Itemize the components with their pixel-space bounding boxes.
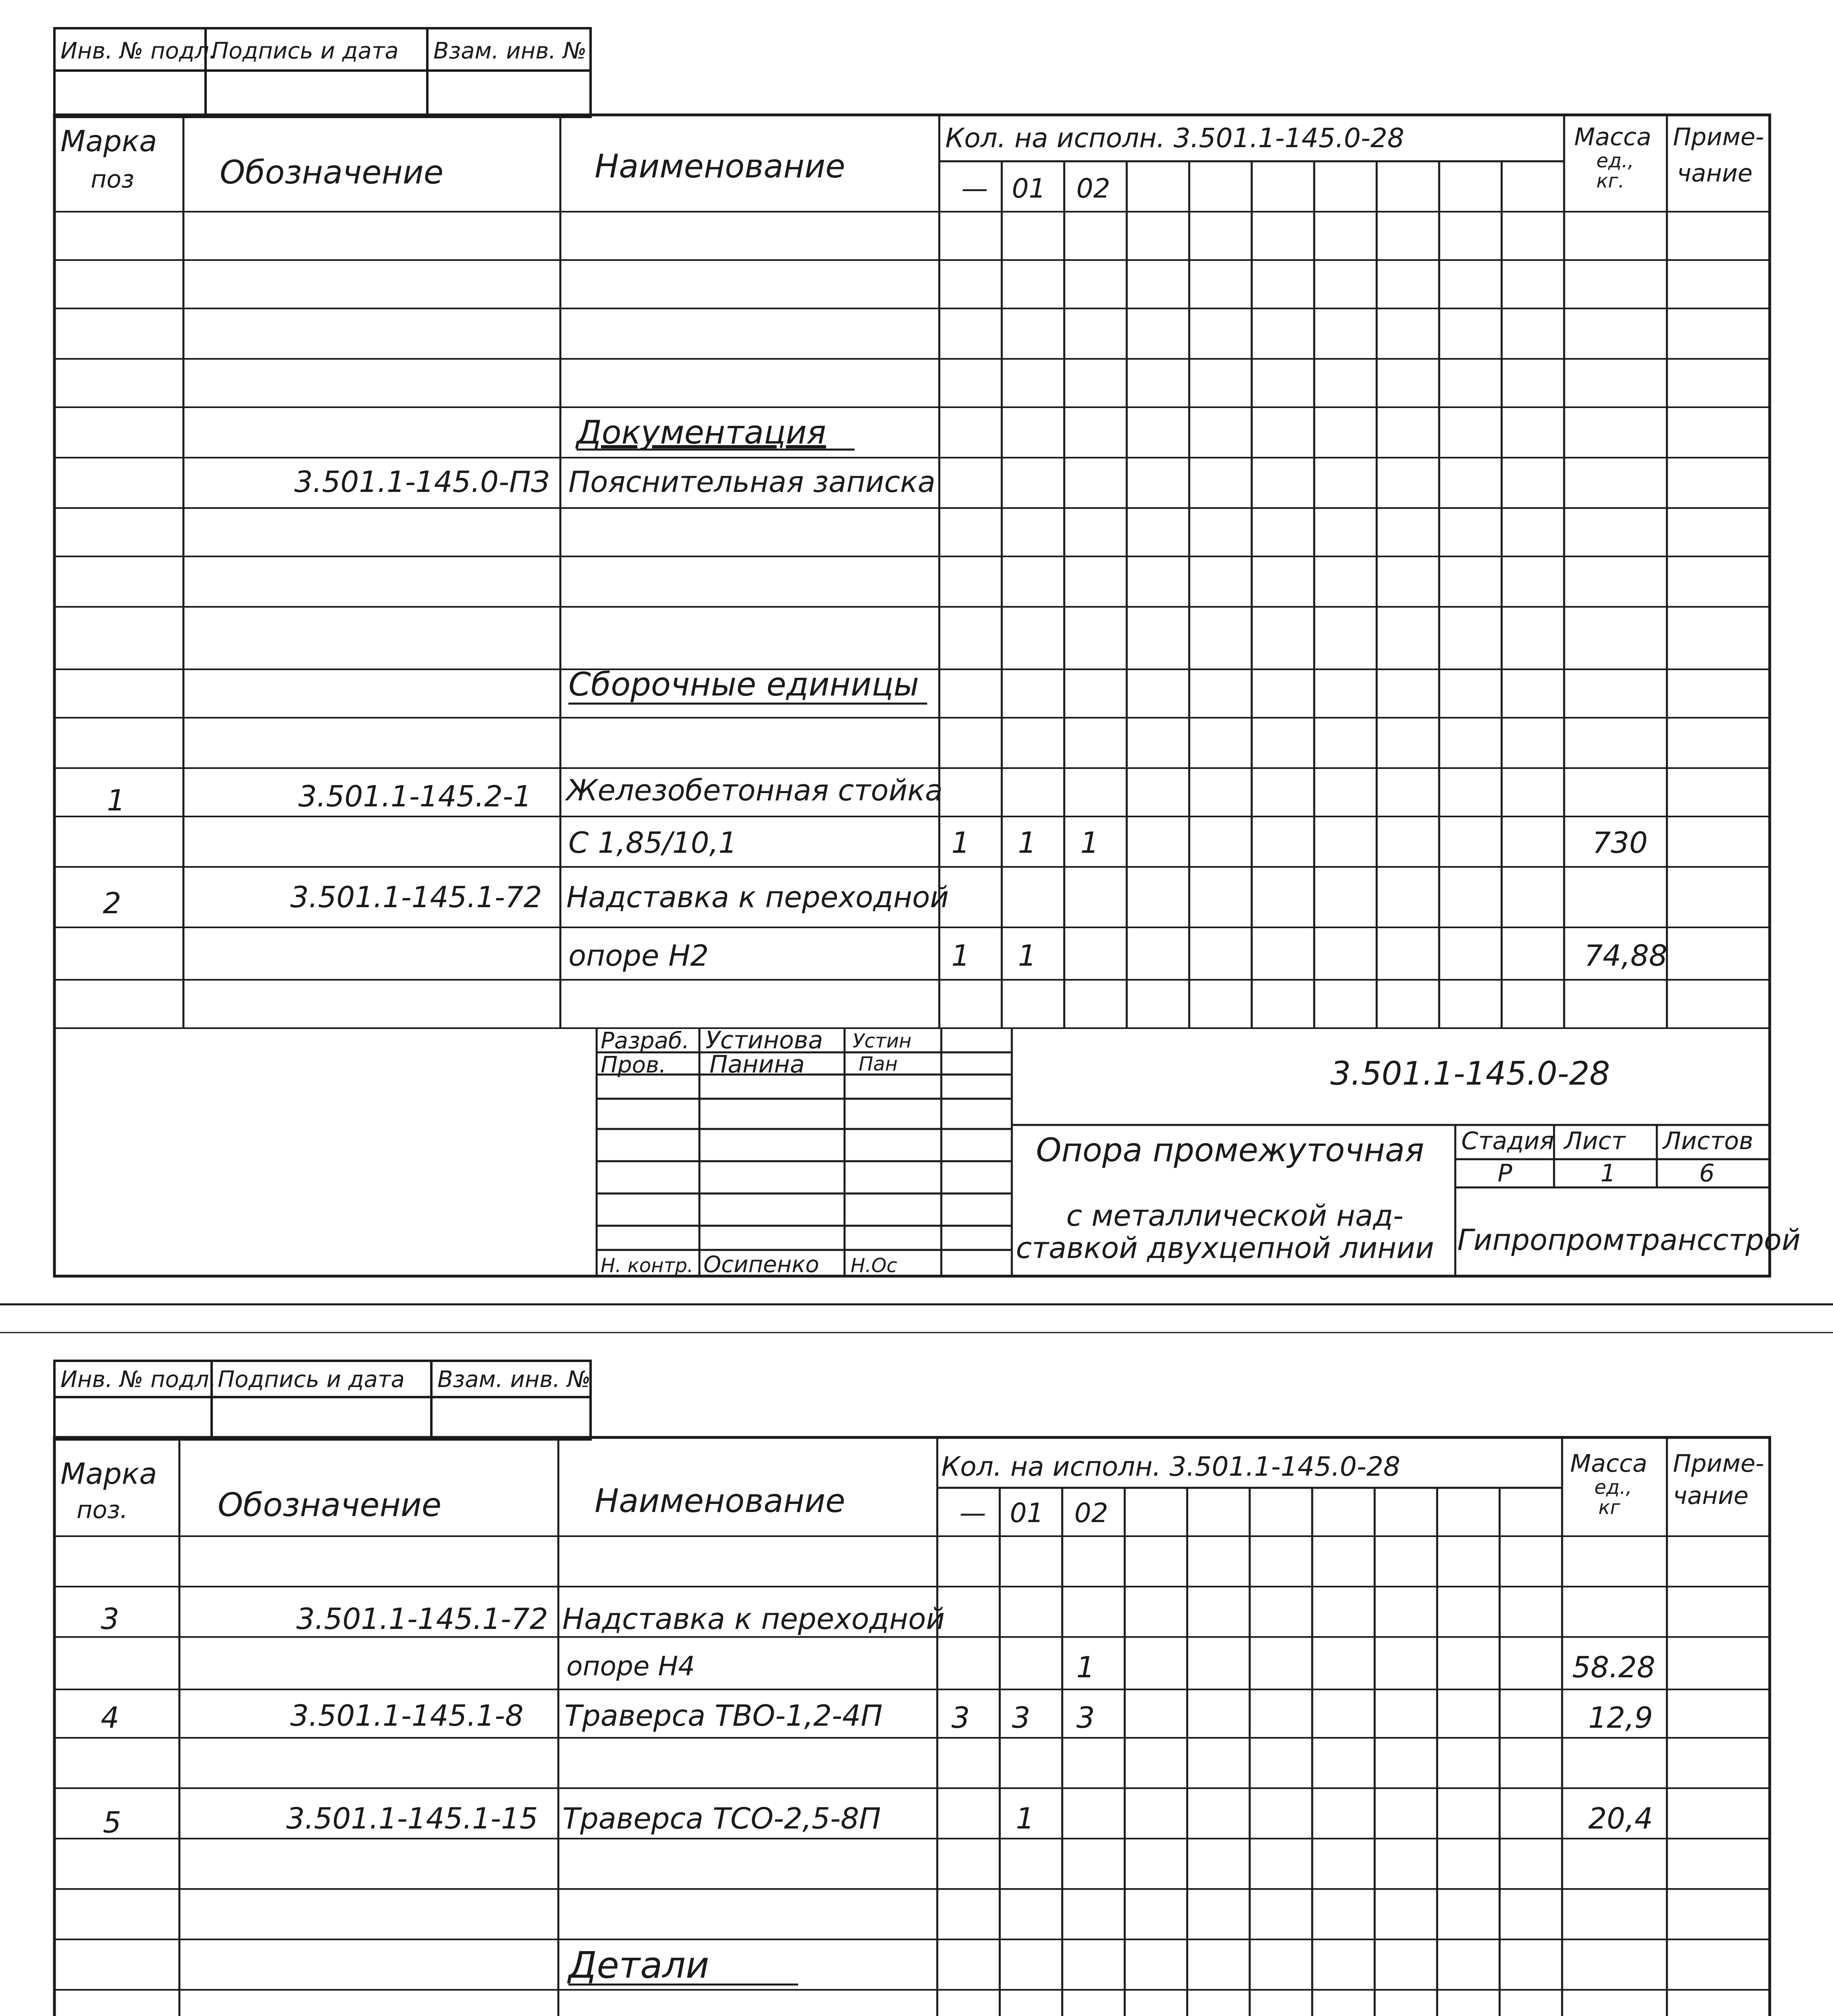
sheet1-tb-list-label: Лист	[1564, 1127, 1626, 1155]
sheet1-tb-listov: 6	[1699, 1159, 1715, 1187]
sheet1-header-massa: Масса	[1574, 123, 1652, 151]
sheet1-row6-pos: 2	[103, 886, 121, 920]
sheet1-row2-name: Пояснительная записка	[568, 465, 936, 499]
sheet2-row3-mass: 12,9	[1588, 1701, 1653, 1735]
sheet1-tb-doc-code: 3.501.1-145.0-28	[1330, 1055, 1610, 1092]
sheet1-tb-nkontr-label: Н. контр.	[601, 1254, 694, 1277]
sheet2-row3-q1: 3	[1012, 1701, 1030, 1735]
sheet-2	[54, 1361, 1770, 2016]
sheet2-row3-q2: 3	[1076, 1701, 1095, 1735]
sheet-1	[54, 28, 1800, 1278]
sheet2-section-details: Детали	[568, 1944, 709, 1987]
sheet1-header-massa-kg: кг.	[1596, 170, 1625, 192]
sheet1-tb-title-2: с металлической над-	[1066, 1199, 1404, 1233]
sheet2-header-isp-0: —	[959, 1497, 986, 1529]
sheet1-row5-mass: 730	[1592, 826, 1648, 860]
sheet1-row7-q0: 1	[951, 939, 970, 973]
sheet1-tb-org: Гипропромтрансстрой	[1457, 1223, 1801, 1257]
sheet1-stamp-inv-podl: Инв. № подл.	[60, 38, 216, 64]
sheet2-row3-name: Траверса ТВО-1,2-4П	[564, 1699, 883, 1733]
sheet1-header-isp-0: —	[961, 173, 988, 204]
sheet1-tb-list: 1	[1600, 1159, 1616, 1187]
sheet2-row1-pos: 3	[101, 1602, 119, 1636]
sheet2-header-prim: Приме-	[1673, 1450, 1764, 1478]
sheet1-row4-pos: 1	[107, 783, 125, 817]
sheet2-header-chanie: чание	[1673, 1482, 1749, 1510]
sheet1-header-prim: Приме-	[1673, 123, 1764, 151]
sheet2-header-naimenovanie: Наименование	[595, 1482, 845, 1520]
sheet1-stamp-vzam: Взам. инв. №	[433, 38, 587, 64]
sheet1-stamp-podpis: Подпись и дата	[212, 38, 399, 64]
sheet1-tb-nkontr-sign: Н.Ос	[851, 1254, 897, 1277]
sheet1-header-oboznachenie: Обозначение	[220, 154, 444, 191]
sheet1-tb-prov-sign: Пан	[859, 1053, 898, 1075]
sheet2-stamp-podpis: Подпись и дата	[218, 1366, 405, 1393]
sheet1-tb-prov-name: Панина	[709, 1050, 805, 1079]
sheet2-stamp-vzam: Взам. инв. №	[437, 1366, 591, 1393]
sheet2-header-oboznachenie: Обозначение	[218, 1486, 442, 1524]
sheet1-header-kol: Кол. на исполн. 3.501.1-145.0-28	[945, 123, 1404, 154]
sheet2-row4-name: Траверса ТСО-2,5-8П	[562, 1801, 881, 1835]
sheet1-header-naimenovanie: Наименование	[595, 148, 845, 185]
sheet1-row7-name: опоре Н2	[568, 939, 709, 973]
sheet2-row1-oboz: 3.501.1-145.1-72	[296, 1602, 548, 1636]
sheet1-row5-q2: 1	[1080, 826, 1099, 860]
sheet2-row4-oboz: 3.501.1-145.1-15	[286, 1801, 538, 1835]
sheet1-tb-razrab-sign: Устин	[853, 1030, 912, 1052]
sheet2-row4-mass: 20,4	[1588, 1801, 1653, 1835]
sheet1-tb-razrab-name: Устинова	[705, 1026, 823, 1054]
sheet2-row2-mass: 58.28	[1572, 1650, 1656, 1684]
sheet1-header-isp-1: 01	[1012, 173, 1046, 204]
sheet1-tb-nkontr-name: Осипенко	[703, 1252, 820, 1278]
sheet2-row2-name: опоре Н4	[566, 1651, 695, 1682]
sheet1-row5-name: С 1,85/10,1	[568, 826, 737, 860]
sheet1-tb-title-1: Опора промежуточная	[1036, 1131, 1424, 1169]
sheet1-tb-title-3: ставкой двухцепной линии	[1016, 1231, 1434, 1265]
sheet1-tb-listov-label: Листов	[1663, 1127, 1754, 1155]
sheet2-row4-pos: 5	[103, 1806, 121, 1839]
sheet1-tb-prov-label: Пров.	[601, 1052, 666, 1078]
sheet2-header-massa: Масса	[1570, 1450, 1648, 1478]
sheet1-tb-stadiya-label: Стадия	[1461, 1127, 1554, 1155]
sheet1-section-documentation: Документация	[576, 414, 826, 451]
sheet1-row5-q1: 1	[1018, 826, 1036, 860]
sheet1-tb-stadiya: Р	[1498, 1159, 1513, 1187]
sheet1-row7-q1: 1	[1018, 939, 1036, 973]
sheet2-row1-name: Надставка к переходной	[562, 1602, 945, 1636]
sheet2-header-poz: поз.	[77, 1496, 128, 1524]
sheet2-row3-oboz: 3.501.1-145.1-8	[290, 1699, 524, 1733]
sheet1-header-poz: поз	[91, 165, 134, 194]
sheet1-row6-name: Надставка к переходной	[566, 880, 949, 914]
sheet2-row3-q0: 3	[951, 1701, 970, 1735]
sheet2-header-massa-kg: кг	[1598, 1496, 1621, 1519]
sheet1-row5-q0: 1	[951, 826, 970, 860]
sheet2-header-isp-1: 01	[1010, 1497, 1044, 1529]
sheet1-row2-oboz: 3.501.1-145.0-ПЗ	[294, 465, 550, 499]
sheet1-header-chanie: чание	[1677, 159, 1753, 187]
sheet1-header-massa-ed: ед.,	[1596, 150, 1634, 172]
sheet2-header-marka: Марка	[60, 1457, 157, 1491]
sheet1-header-marka: Марка	[60, 124, 157, 158]
sheet1-header-isp-2: 02	[1076, 173, 1110, 204]
sheet1-row6-oboz: 3.501.1-145.1-72	[290, 880, 542, 914]
sheet2-row2-q2: 1	[1076, 1650, 1095, 1684]
sheet2-header-kol: Кол. на исполн. 3.501.1-145.0-28	[941, 1451, 1400, 1482]
sheet2-row4-q1: 1	[1016, 1801, 1034, 1835]
sheet1-tb-razrab-label: Разраб.	[601, 1028, 690, 1054]
sheet2-header-isp-2: 02	[1074, 1497, 1108, 1529]
sheet1-row4-name: Железобетонная стойка	[566, 773, 943, 807]
sheet2-stamp-inv-podl: Инв. № подл.	[60, 1366, 216, 1393]
sheet1-row7-mass: 74,88	[1584, 939, 1668, 973]
sheet2-row3-pos: 4	[101, 1701, 119, 1735]
sheet1-section-assembly: Сборочные единицы	[568, 666, 919, 703]
sheet1-row4-oboz: 3.501.1-145.2-1	[298, 779, 532, 813]
sheet2-header-massa-ed: ед.,	[1594, 1476, 1632, 1499]
